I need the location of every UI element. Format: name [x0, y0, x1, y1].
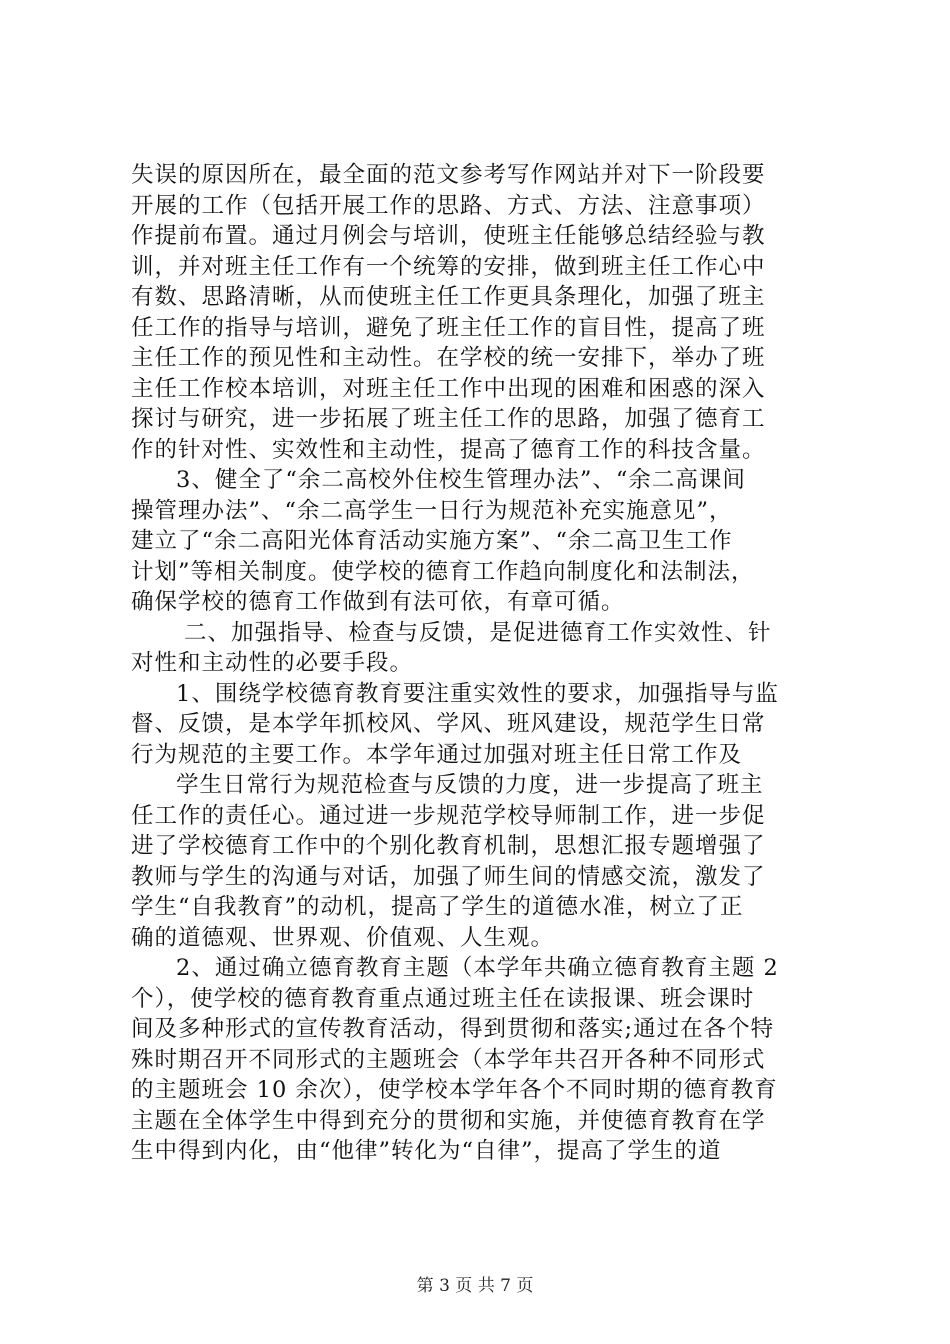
text-line: 间及多种形式的宣传教育活动，得到贯彻和落实;通过在各个特 — [131, 1016, 775, 1042]
text-line: 对性和主动性的必要手段。 — [131, 650, 414, 676]
text-line: 3、健全了“余二高校外住校生管理办法”、“余二高课间 — [176, 467, 746, 493]
text-line: 二、加强指导、检查与反馈，是促进德育工作实效性、针 — [184, 619, 772, 646]
text-line: 督、反馈，是本学年抓校风、学风、班风建设，规范学生日常 — [131, 711, 766, 737]
text-line: 个），使学校的德育教育重点通过班主任在读报课、班会课时 — [131, 985, 755, 1012]
text-line: 训，并对班主任工作有一个统筹的安排，做到班主任工作心中 — [131, 253, 766, 280]
text-line: 进了学校德育工作中的个别化教育机制，思想汇报专题增强了 — [131, 833, 766, 859]
text-line: 有数、思路清晰，从而使班主任工作更具条理化，加强了班主 — [131, 284, 766, 310]
text-line: 任工作的责任心。通过进一步规范学校导师制工作，进一步促 — [131, 802, 766, 829]
text-line: 殊时期召开不同形式的主题班会（本学年共召开各种不同形式 — [131, 1046, 766, 1073]
text-line: 建立了“余二高阳光体育活动实施方案”、“余二高卫生工作 — [131, 528, 733, 554]
text-line: 操管理办法”、“余二高学生一日行为规范补充实施意见”， — [131, 497, 733, 524]
text-line: 生中得到内化，由“他律”转化为“自律”，提高了学生的道 — [131, 1138, 722, 1164]
text-line: 2、通过确立德育教育主题（本学年共确立德育教育主题 2 — [176, 955, 779, 981]
text-line: 主题在全体学生中得到充分的贯彻和实施，并使德育教育在学 — [131, 1107, 766, 1134]
text-line: 确的道德观、世界观、价值观、人生观。 — [131, 924, 555, 951]
body-text — [131, 160, 831, 1167]
text-line: 学生日常行为规范检查与反馈的力度，进一步提高了班主 — [176, 772, 764, 798]
text-line: 开展的工作（包括开展工作的思路、方式、方法、注意事项） — [131, 192, 766, 219]
page-number-footer: 第 3 页 共 7 页 — [416, 1276, 534, 1296]
text-line: 行为规范的主要工作。本学年通过加强对班主任日常工作及 — [131, 741, 743, 768]
text-line: 作提前布置。通过月例会与培训，使班主任能够总结经验与教 — [131, 223, 766, 249]
text-line: 学生“自我教育”的动机，提高了学生的道德水准，树立了正 — [131, 894, 744, 920]
text-line: 的主题班会 10 余次），使学校本学年各个不同时期的德育教育 — [131, 1077, 778, 1103]
text-line: 探讨与研究，进一步拓展了班主任工作的思路，加强了德育工 — [131, 406, 766, 432]
text-line: 主任工作的预见性和主动性。在学校的统一安排下，举办了班 — [131, 345, 766, 371]
text-line: 计划”等相关制度。使学校的德育工作趋向制度化和法制法， — [131, 558, 755, 585]
text-line: 主任工作校本培训，对班主任工作中出现的困难和困惑的深入 — [131, 375, 766, 402]
text-line: 1、围绕学校德育教育要注重实效性的要求，加强指导与监 — [176, 680, 779, 707]
text-line: 任工作的指导与培训，避免了班主任工作的盲目性，提高了班 — [131, 314, 766, 341]
text-line: 失误的原因所在，最全面的范文参考写作网站并对下一阶段要 — [131, 162, 766, 188]
text-line: 教师与学生的沟通与对话，加强了师生间的情感交流，激发了 — [131, 863, 766, 890]
text-line: 确保学校的德育工作做到有法可依，有章可循。 — [131, 589, 625, 615]
text-line: 作的针对性、实效性和主动性，提高了德育工作的科技含量。 — [131, 436, 766, 463]
